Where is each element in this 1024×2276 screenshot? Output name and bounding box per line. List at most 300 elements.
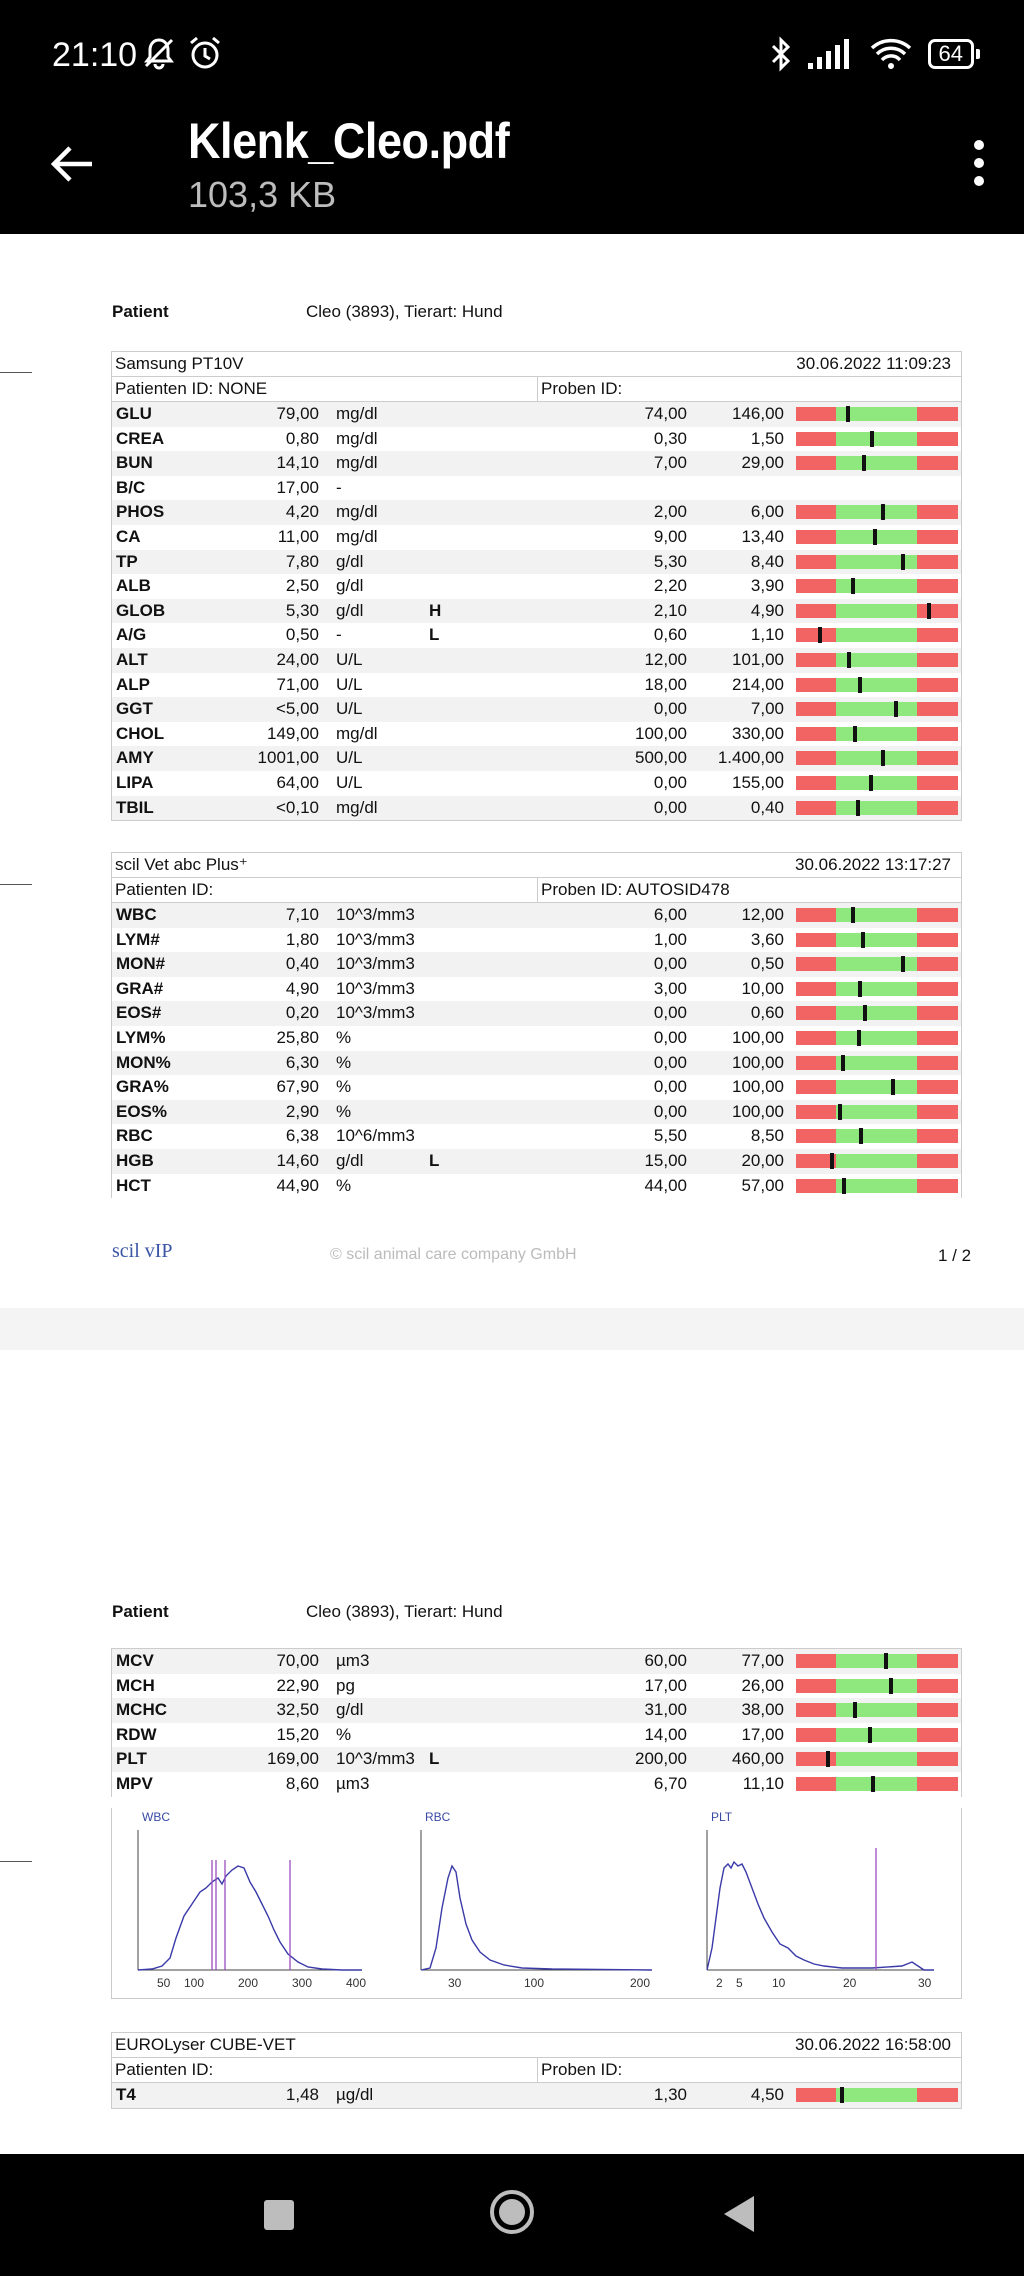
result-value: 5,30 — [285, 600, 319, 620]
normal-range-segment — [836, 1679, 917, 1693]
reference-range-bar — [796, 1728, 958, 1742]
result-value: 15,20 — [276, 1724, 319, 1744]
reference-min: 5,30 — [653, 551, 687, 571]
probe-id: Proben ID: — [537, 377, 622, 401]
normal-range-segment — [836, 957, 917, 971]
value-marker — [870, 431, 874, 447]
reference-range-bar — [796, 776, 958, 790]
parameter-name: ALP — [116, 674, 150, 694]
reference-range-bar — [796, 1752, 958, 1766]
reference-min: 0,30 — [653, 428, 687, 448]
bluetooth-icon — [770, 36, 792, 72]
reference-range-bar — [796, 957, 958, 971]
normal-range-segment — [836, 1179, 917, 1193]
value-marker — [863, 1005, 867, 1021]
result-value: 8,60 — [285, 1773, 319, 1793]
parameter-name: HCT — [116, 1175, 151, 1195]
normal-range-segment — [836, 1129, 917, 1143]
result-unit: mg/dl — [336, 428, 378, 448]
app-bar — [0, 112, 1024, 234]
reference-max: 17,00 — [741, 1724, 784, 1744]
parameter-name: RBC — [116, 1126, 153, 1146]
result-row — [112, 903, 961, 928]
parameter-name: LYM# — [116, 929, 160, 949]
histogram-charts — [112, 1808, 961, 1998]
reference-max: 8,50 — [750, 1126, 784, 1146]
normal-range-segment — [836, 579, 917, 593]
reference-range-bar — [796, 1679, 958, 1693]
reference-max: 6,00 — [750, 502, 784, 522]
result-unit: 10^3/mm3 — [336, 929, 415, 949]
result-row — [112, 1149, 961, 1174]
patient-value: Cleo (3893), Tierart: Hund — [306, 1602, 503, 1621]
result-row — [112, 402, 961, 427]
reference-min: 2,20 — [653, 576, 687, 596]
reference-min: 44,00 — [644, 1175, 687, 1195]
navigation-bar — [0, 2154, 1024, 2276]
value-marker — [857, 1030, 861, 1046]
result-row — [112, 451, 961, 476]
lab-block-chemistry — [111, 351, 962, 821]
result-value: 4,20 — [285, 502, 319, 522]
result-unit: % — [336, 1027, 352, 1047]
parameter-name: RDW — [116, 1724, 157, 1744]
value-marker — [838, 1104, 842, 1120]
reference-range-bar — [796, 678, 958, 692]
result-row — [112, 952, 961, 977]
reference-min: 0,00 — [653, 1101, 687, 1121]
parameter-name: GRA% — [116, 1077, 169, 1097]
result-value: 70,00 — [276, 1651, 319, 1670]
reference-min: 100,00 — [635, 723, 687, 743]
histogram-plt — [707, 1830, 934, 1970]
reference-max: 26,00 — [741, 1675, 784, 1695]
result-value: 0,40 — [285, 954, 319, 974]
value-marker — [901, 956, 905, 972]
tick-plt-5: 5 — [736, 1976, 743, 1990]
normal-range-segment — [836, 678, 917, 692]
normal-range-segment — [836, 751, 917, 765]
tick-rbc-100: 100 — [524, 1976, 545, 1990]
lab-block-hematology-cont — [111, 1648, 962, 1797]
result-value: 17,00 — [276, 477, 319, 497]
reference-max: 0,40 — [750, 797, 784, 817]
value-marker — [846, 406, 850, 422]
reference-max: 57,00 — [741, 1175, 784, 1195]
reference-min: 500,00 — [635, 748, 687, 768]
reference-max: 214,00 — [732, 674, 784, 694]
value-marker — [830, 1153, 834, 1169]
result-flag: L — [429, 1150, 440, 1170]
document-title: Klenk_Cleo.pdf — [188, 113, 510, 169]
result-unit: % — [336, 1077, 352, 1097]
parameter-name: MON# — [116, 954, 166, 974]
parameter-name: MCV — [116, 1651, 154, 1670]
result-unit: mg/dl — [336, 723, 378, 743]
reference-max: 77,00 — [741, 1651, 784, 1670]
parameter-name: AMY — [116, 748, 154, 768]
reference-range-bar — [796, 604, 958, 618]
result-unit: mg/dl — [336, 453, 378, 473]
reference-max: 0,50 — [750, 954, 784, 974]
tick-wbc-400: 400 — [346, 1976, 367, 1990]
value-marker — [881, 750, 885, 766]
reference-max: 4,50 — [750, 2085, 784, 2104]
result-value: 2,50 — [285, 576, 319, 596]
reference-min: 0,00 — [653, 1077, 687, 1097]
reference-max: 4,90 — [750, 600, 784, 620]
result-unit: U/L — [336, 649, 363, 669]
reference-min: 0,00 — [653, 1003, 687, 1023]
result-row — [112, 623, 961, 648]
parameter-name: TP — [116, 551, 138, 571]
reference-max: 1,50 — [750, 428, 784, 448]
result-unit: pg — [336, 1675, 355, 1695]
normal-range-segment — [836, 1080, 917, 1094]
reference-max: 1,10 — [750, 625, 784, 645]
value-marker — [889, 1678, 893, 1694]
reference-range-bar — [796, 555, 958, 569]
reference-min: 5,50 — [653, 1126, 687, 1146]
result-row — [112, 1075, 961, 1100]
parameter-name: CHOL — [116, 723, 165, 743]
result-value: 169,00 — [267, 1749, 319, 1769]
copyright: © scil animal care company GmbH — [330, 1246, 577, 1263]
result-row — [112, 1698, 961, 1723]
result-row — [112, 928, 961, 953]
normal-range-segment — [836, 1703, 917, 1717]
result-unit: 10^3/mm3 — [336, 1749, 415, 1769]
result-value: 6,30 — [285, 1052, 319, 1072]
reference-max: 11,10 — [742, 1773, 784, 1793]
status-bar — [0, 0, 1024, 112]
reference-max: 330,00 — [732, 723, 784, 743]
result-unit: % — [336, 1052, 352, 1072]
more-options-icon[interactable] — [972, 140, 986, 196]
result-value: 44,90 — [276, 1175, 319, 1195]
result-row — [112, 771, 961, 796]
result-value: 6,38 — [285, 1126, 319, 1146]
reference-range-bar — [796, 505, 958, 519]
result-unit: - — [336, 477, 342, 497]
result-unit: mg/dl — [336, 797, 378, 817]
result-value: 1001,00 — [257, 748, 319, 768]
result-unit: % — [336, 1175, 352, 1195]
value-marker — [881, 504, 885, 520]
tick-wbc-100: 100 — [184, 1976, 205, 1990]
reference-max: 7,00 — [750, 699, 784, 719]
reference-max: 155,00 — [732, 772, 784, 792]
normal-range-segment — [836, 727, 917, 741]
reference-range-bar — [796, 751, 958, 765]
value-marker — [853, 1702, 857, 1718]
reference-max: 101,00 — [732, 649, 784, 669]
parameter-name: MON% — [116, 1052, 171, 1072]
patient-info — [112, 1602, 503, 1622]
tick-plt-30: 30 — [918, 1976, 932, 1990]
test-datetime: 30.06.2022 16:58:00 — [795, 2035, 951, 2054]
result-value: 0,50 — [285, 625, 319, 645]
parameter-name: B/C — [116, 477, 146, 497]
result-unit: 10^3/mm3 — [336, 1003, 415, 1023]
result-row — [112, 1100, 961, 1125]
reference-min: 3,00 — [653, 978, 687, 998]
result-value: 7,10 — [285, 905, 319, 924]
back-arrow-icon[interactable] — [48, 140, 96, 188]
normal-range-segment — [836, 1056, 917, 1070]
parameter-name: GGT — [116, 699, 153, 719]
parameter-name: PLT — [116, 1749, 147, 1769]
reference-range-bar — [796, 432, 958, 446]
reference-range-bar — [796, 1105, 958, 1119]
normal-range-segment — [836, 628, 917, 642]
value-marker — [856, 800, 860, 816]
result-row — [112, 1723, 961, 1748]
normal-range-segment — [836, 456, 917, 470]
reference-max: 13,40 — [741, 526, 784, 546]
parameter-name: GRA# — [116, 978, 164, 998]
reference-min: 7,00 — [653, 453, 687, 473]
result-unit: mg/dl — [336, 502, 378, 522]
reference-min: 18,00 — [644, 674, 687, 694]
reference-min: 9,00 — [653, 526, 687, 546]
parameter-name: ALB — [116, 576, 151, 596]
result-value: 11,00 — [277, 526, 319, 546]
result-value: 22,90 — [276, 1675, 319, 1695]
result-unit: - — [336, 625, 342, 645]
result-unit: g/dl — [336, 600, 364, 620]
result-value: 0,20 — [285, 1003, 319, 1023]
reference-range-bar — [796, 933, 958, 947]
result-row — [112, 796, 961, 821]
reference-range-bar — [796, 2088, 958, 2102]
signal-icon — [808, 39, 854, 69]
test-datetime: 30.06.2022 13:17:27 — [795, 855, 951, 874]
tick-plt-20: 20 — [843, 1976, 857, 1990]
reference-max: 100,00 — [732, 1077, 784, 1097]
reference-min: 0,00 — [653, 699, 687, 719]
result-value: 0,80 — [285, 428, 319, 448]
back-nav-icon[interactable] — [722, 2194, 756, 2234]
alarm-icon — [186, 34, 224, 72]
reference-max: 100,00 — [732, 1101, 784, 1121]
reference-range-bar — [796, 1179, 958, 1193]
value-marker — [884, 1653, 888, 1669]
reference-max: 12,00 — [741, 905, 784, 924]
result-row — [112, 1001, 961, 1026]
value-marker — [853, 726, 857, 742]
reference-min: 14,00 — [644, 1724, 687, 1744]
parameter-name: HGB — [116, 1150, 154, 1170]
result-row — [112, 599, 961, 624]
result-flag: H — [429, 600, 442, 620]
parameter-name: GLOB — [116, 600, 166, 620]
result-row — [112, 500, 961, 525]
result-value: 14,10 — [276, 453, 319, 473]
result-row — [112, 525, 961, 550]
result-row — [112, 476, 961, 501]
result-unit: g/dl — [336, 1700, 364, 1720]
reference-range-bar — [796, 653, 958, 667]
normal-range-segment — [836, 1777, 917, 1791]
value-marker — [847, 652, 851, 668]
reference-max: 10,00 — [741, 978, 784, 998]
reference-max: 29,00 — [741, 453, 784, 473]
parameter-name: CREA — [116, 428, 165, 448]
parameter-name: CA — [116, 526, 141, 546]
result-unit: U/L — [336, 674, 363, 694]
value-marker — [858, 677, 862, 693]
reference-min: 1,00 — [653, 929, 687, 949]
result-value: 64,00 — [276, 772, 319, 792]
reference-min: 1,30 — [653, 2085, 687, 2104]
result-unit: U/L — [336, 748, 363, 768]
result-row — [112, 574, 961, 599]
normal-range-segment — [836, 908, 917, 922]
reference-min: 0,00 — [653, 772, 687, 792]
reference-max: 100,00 — [732, 1052, 784, 1072]
reference-range-bar — [796, 801, 958, 815]
tick-wbc-50: 50 — [157, 1976, 171, 1990]
scil-logo — [112, 1240, 173, 1263]
result-row — [112, 1026, 961, 1051]
reference-min: 0,00 — [653, 797, 687, 817]
value-marker — [851, 907, 855, 923]
result-unit: % — [336, 1724, 352, 1744]
result-unit: % — [336, 1101, 352, 1121]
histogram-wbc — [138, 1830, 362, 1970]
value-marker — [871, 1776, 875, 1792]
tick-rbc-30: 30 — [448, 1976, 462, 1990]
parameter-name: LIPA — [116, 772, 154, 792]
reference-range-bar — [796, 1777, 958, 1791]
result-value: 149,00 — [267, 723, 319, 743]
parameter-name: WBC — [116, 905, 157, 924]
result-unit: 10^3/mm3 — [336, 954, 415, 974]
normal-range-segment — [836, 555, 917, 569]
reference-max: 3,90 — [750, 576, 784, 596]
pdf-page-1 — [0, 234, 1024, 1308]
probe-id: Proben ID: — [537, 2058, 622, 2082]
normal-range-segment — [836, 1105, 917, 1119]
document-size: 103,3 KB — [188, 174, 337, 215]
result-row — [112, 427, 961, 452]
parameter-name: A/G — [116, 625, 147, 645]
patient-value: Cleo (3893), Tierart: Hund — [306, 302, 503, 321]
result-value: 7,80 — [285, 551, 319, 571]
result-unit: 10^3/mm3 — [336, 905, 415, 924]
normal-range-segment — [836, 801, 917, 815]
recents-icon[interactable] — [262, 2198, 296, 2232]
reference-min: 0,00 — [653, 954, 687, 974]
parameter-name: EOS# — [116, 1003, 162, 1023]
result-row — [112, 550, 961, 575]
result-value: 25,80 — [276, 1027, 319, 1047]
result-value: 79,00 — [276, 404, 319, 423]
value-marker — [869, 775, 873, 791]
lab-block-hematology — [111, 852, 962, 1198]
result-row — [112, 648, 961, 673]
patient-id: Patienten ID: — [115, 2060, 214, 2079]
normal-range-segment — [836, 1154, 917, 1168]
reference-max: 460,00 — [732, 1749, 784, 1769]
value-marker — [826, 1751, 830, 1767]
value-marker — [859, 1128, 863, 1144]
normal-range-segment — [836, 1654, 917, 1668]
result-unit: µm3 — [336, 1651, 370, 1670]
reference-max: 1.400,00 — [717, 748, 784, 768]
normal-range-segment — [836, 1728, 917, 1742]
status-time: 21:10 — [52, 36, 138, 74]
mute-icon — [142, 36, 176, 70]
value-marker — [894, 701, 898, 717]
reference-min: 0,00 — [653, 1027, 687, 1047]
parameter-name: TBIL — [116, 797, 154, 817]
value-marker — [842, 1178, 846, 1194]
result-row — [112, 1051, 961, 1076]
reference-range-bar — [796, 982, 958, 996]
parameter-name: T4 — [116, 2085, 136, 2104]
reference-min: 60,00 — [644, 1651, 687, 1670]
tick-plt-10: 10 — [772, 1976, 786, 1990]
parameter-name: MCH — [116, 1675, 155, 1695]
battery-icon — [928, 39, 974, 69]
parameter-name: LYM% — [116, 1027, 166, 1047]
result-row — [112, 673, 961, 698]
result-value: 14,60 — [276, 1150, 319, 1170]
result-row — [112, 2083, 961, 2108]
parameter-name: MCHC — [116, 1700, 167, 1720]
normal-range-segment — [836, 776, 917, 790]
wifi-icon — [870, 38, 912, 70]
lab-block-t4 — [111, 2032, 962, 2109]
reference-min: 200,00 — [635, 1749, 687, 1769]
result-row — [112, 1747, 961, 1772]
reference-min: 2,10 — [653, 600, 687, 620]
reference-range-bar — [796, 628, 958, 642]
reference-max: 3,60 — [750, 929, 784, 949]
result-value: <0,10 — [275, 797, 319, 817]
value-marker — [901, 554, 905, 570]
tick-plt-2: 2 — [716, 1976, 723, 1990]
result-row — [112, 1772, 961, 1797]
reference-range-bar — [796, 579, 958, 593]
reference-range-bar — [796, 1006, 958, 1020]
result-value: 67,90 — [276, 1077, 319, 1097]
home-icon[interactable] — [488, 2188, 536, 2236]
result-value: 32,50 — [276, 1700, 319, 1720]
normal-range-segment — [836, 604, 917, 618]
result-value: 1,48 — [285, 2085, 319, 2104]
value-marker — [858, 981, 862, 997]
battery-level: 64 — [938, 41, 963, 66]
probe-id: Proben ID: AUTOSID478 — [537, 878, 730, 902]
patient-info — [112, 302, 503, 322]
reference-min: 0,60 — [653, 625, 687, 645]
test-datetime: 30.06.2022 11:09:23 — [796, 354, 951, 373]
value-marker — [927, 603, 931, 619]
result-value: 1,80 — [285, 929, 319, 949]
result-unit: mg/dl — [336, 526, 378, 546]
patient-id: Patienten ID: NONE — [115, 379, 268, 398]
result-row — [112, 746, 961, 771]
reference-min: 31,00 — [644, 1700, 687, 1720]
reference-range-bar — [796, 1056, 958, 1070]
result-value: 24,00 — [276, 649, 319, 669]
reference-range-bar — [796, 1703, 958, 1717]
histogram-label-rbc: RBC — [425, 1810, 451, 1824]
value-marker — [840, 2087, 844, 2103]
